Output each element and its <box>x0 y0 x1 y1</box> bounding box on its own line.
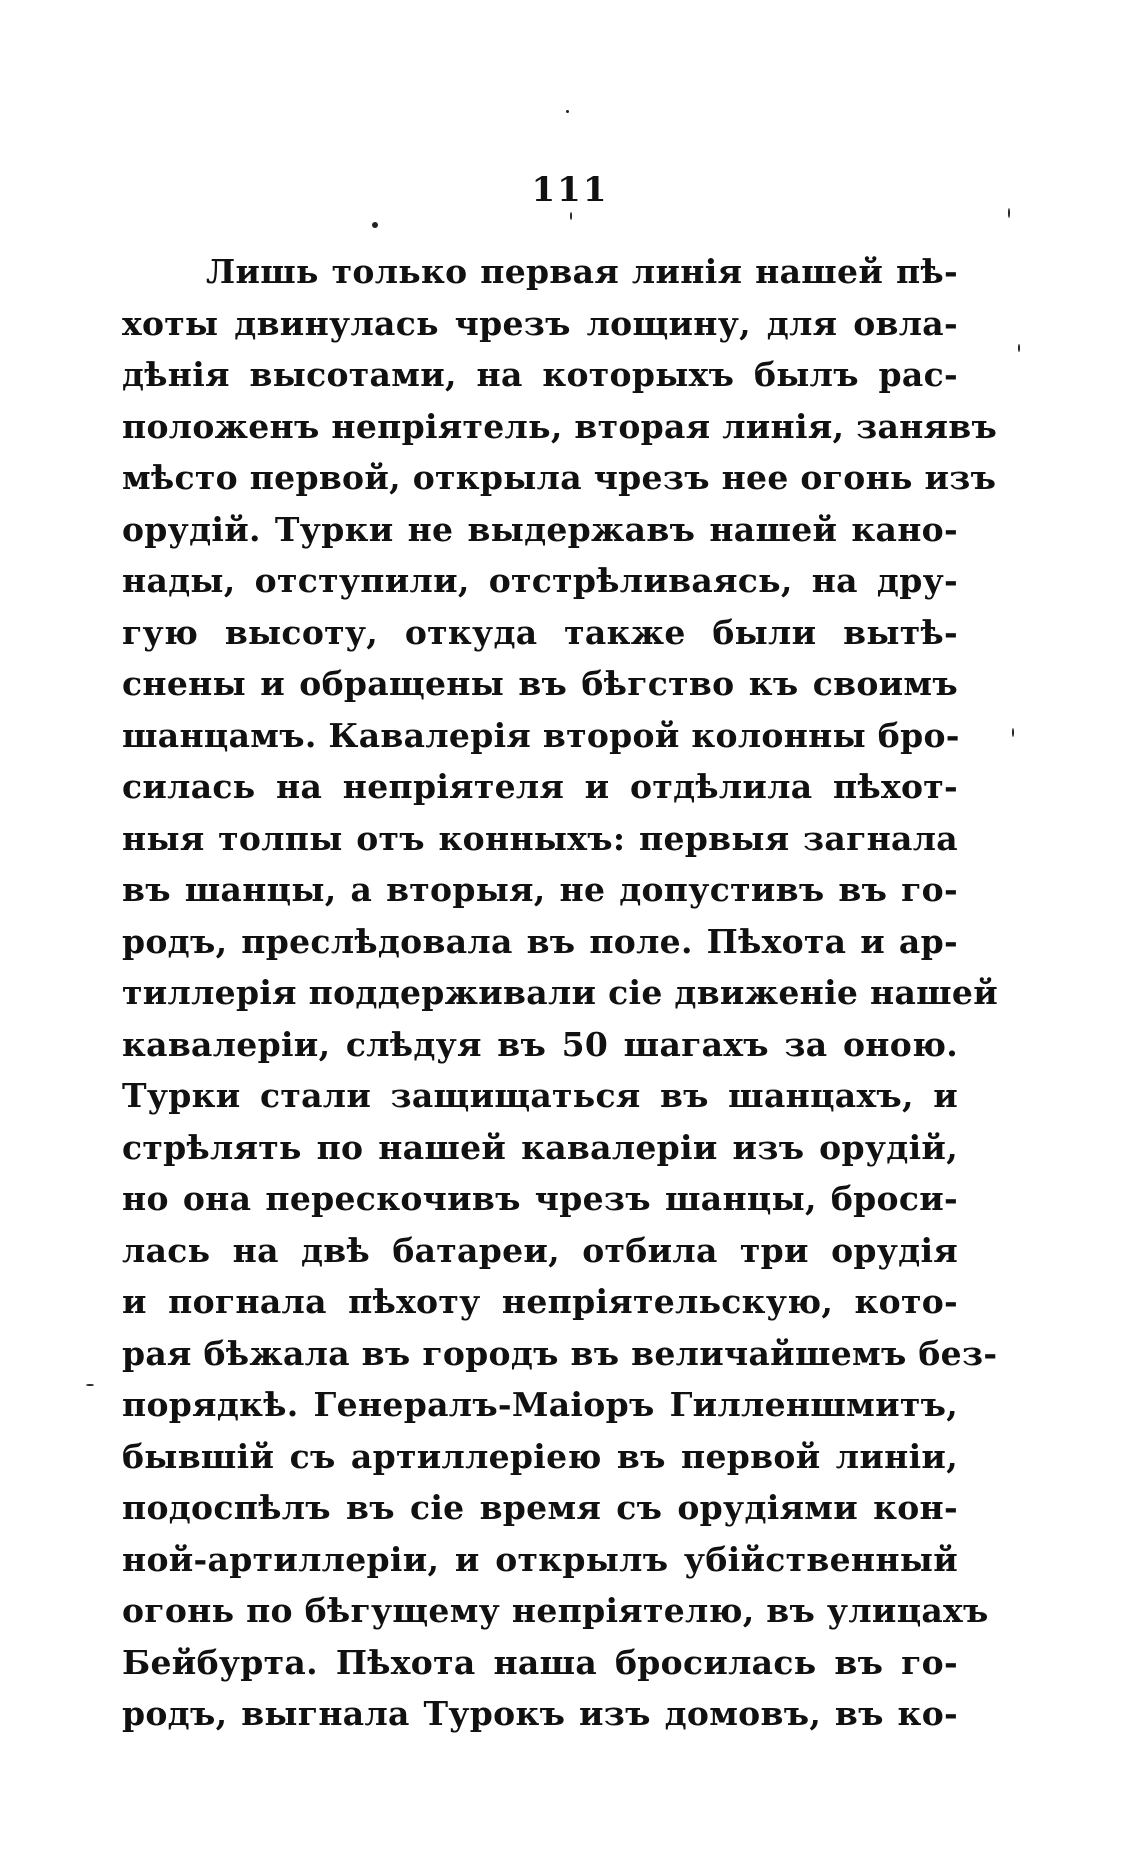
text-line: и погнала пѣхоту непріятельскую, кото- <box>122 1282 958 1321</box>
text-line: родъ, выгнала Турокъ изъ домовъ, въ ко- <box>122 1694 958 1733</box>
page-number: 111 <box>531 170 609 210</box>
text-line: но она перескочивъ чрезъ шанцы, броси- <box>122 1179 958 1218</box>
text-line: огонь по бѣгущему непріятелю, въ улицахъ <box>122 1591 989 1630</box>
text-line: ной-артиллеріи, и открылъ убійственный <box>122 1539 958 1579</box>
text-line: мѣсто первой, открыла чрезъ нее огонь изъ <box>122 458 997 497</box>
text-line: снены и обращены въ бѣгство къ своимъ <box>122 664 958 703</box>
text-line: порядкѣ. Генералъ-Маіоръ Гилленшмитъ, <box>122 1385 958 1424</box>
text-line: стрѣлять по нашей кавалеріи изъ орудій, <box>122 1127 958 1167</box>
text-line: положенъ непріятель, вторая линія, занявъ <box>122 406 998 446</box>
scan-speck <box>1018 344 1020 352</box>
text-line: кавалеріи, слѣдуя въ 50 шагахъ за оною. <box>122 1024 958 1064</box>
scan-speck <box>570 212 572 220</box>
body-text <box>122 246 998 1740</box>
text-line: рая бѣжала въ городъ въ величайшемъ без- <box>122 1333 998 1373</box>
scan-speck <box>566 110 569 113</box>
text-line: нады, отступили, отстрѣливаясь, на дру- <box>122 561 958 600</box>
text-line: гую высоту, откуда также были вытѣ- <box>122 612 958 652</box>
scan-speck <box>86 1384 94 1386</box>
scan-speck <box>372 222 378 228</box>
text-line: Турки стали защищаться въ шанцахъ, и <box>122 1076 958 1115</box>
text-line: лась на двѣ батареи, отбила три орудія <box>122 1230 958 1270</box>
text-line: въ шанцы, а вторыя, не допустивъ въ го- <box>122 870 958 909</box>
text-line: ныя толпы отъ конныхъ: первыя загнала <box>122 818 958 858</box>
text-line: подоспѣлъ въ сіе время съ орудіями кон- <box>122 1488 958 1527</box>
text-line: силась на непріятеля и отдѣлила пѣхот- <box>122 767 958 806</box>
text-line: Лишь только первая линія нашей пѣ- <box>206 252 958 291</box>
text-line: хоты двинулась чрезъ лощину, для овла- <box>122 303 958 343</box>
scan-speck <box>1012 728 1014 737</box>
text-line: родъ, преслѣдовала въ поле. Пѣхота и ар- <box>122 921 958 961</box>
text-line: дѣнія высотами, на которыхъ былъ рас- <box>122 355 958 394</box>
text-line: орудій. Турки не выдержавъ нашей кано- <box>122 509 958 549</box>
text-line: Бейбурта. Пѣхота наша бросилась въ го- <box>122 1642 958 1682</box>
text-line: шанцамъ. Кавалерія второй колонны бро- <box>122 715 960 755</box>
scan-speck <box>1008 208 1010 218</box>
text-line: бывшій съ артиллеріею въ первой линіи, <box>122 1436 958 1476</box>
text-line: тиллерія поддерживали сіе движеніе нашей <box>122 973 998 1012</box>
